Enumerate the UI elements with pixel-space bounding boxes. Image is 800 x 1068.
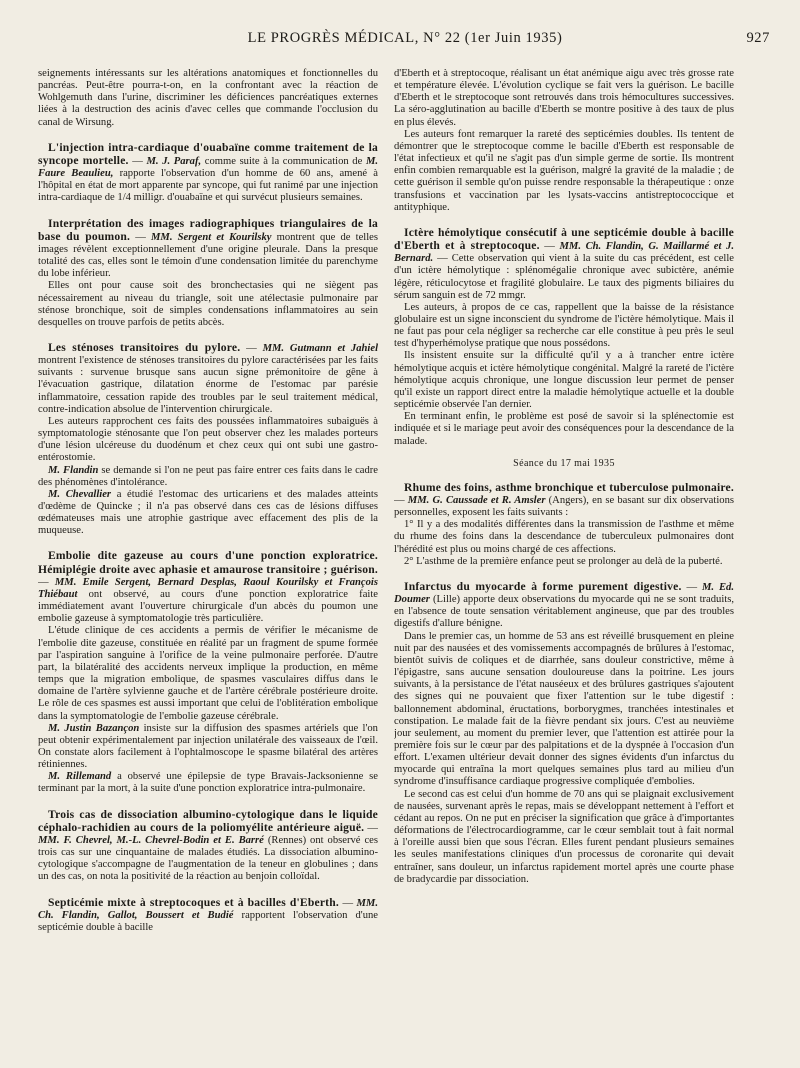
article-paragraph: Les auteurs, à propos de ce cas, rappellent que la baisse de la résistance globulaire est un signe inconscient du syndrome de l'ictère hémolytique. Mais il ne faut pas pour cela négliger sa recherche car elle constitue à peu près le seul test d'hyperhémolyse pratique que nous possédons.: [394, 301, 734, 350]
article-author: MM. Ch. Flandin, Gallot, Boussert et Budié: [38, 897, 378, 921]
article-title: Ictère hémolytique consécutif à une septicémie double à bacille d'Eberth et à streptocoque.: [394, 225, 734, 253]
article-paragraph: [38, 723, 378, 772]
dash-separator: —: [539, 241, 560, 253]
article-title: Infarctus du myocarde à forme purement digestive.: [404, 579, 682, 593]
article-text: montrent l'existence de sténoses transitoires du pylore caractérisées par les faits suivants : survenue brusque sans aucun signe prémonitoire de gêne à l'évacuation gastrique, dilatation énorme de l'estomac par parésie inflammatoire, cessation rapide des troubles par le seul traitement médical, contre-indication absolue de l'intervention chirurgicale.: [38, 355, 378, 415]
dash-separator: —: [240, 342, 263, 354]
article-ictere: [394, 227, 734, 448]
article-paragraph: [38, 342, 378, 416]
article-text: rapportent l'observation d'une septicémie double à bacille: [38, 909, 378, 933]
article-text: (Lille) apporte deux observations du myocarde qui ne se sont traduits, en l'absence de toute sensation véritablement angineuse, que par des troubles digestifs d'allure bénigne.: [394, 594, 734, 630]
dash-separator: —: [364, 822, 378, 834]
dash-separator: —: [130, 231, 151, 243]
article-title: Les sténoses transitoires du pylore.: [48, 340, 241, 354]
page-number: 927: [746, 30, 770, 46]
session-heading: Séance du 17 mai 1935: [513, 457, 615, 469]
dash-separator: —: [128, 155, 147, 167]
article-rhume: [394, 482, 734, 568]
continued-paragraph: d'Eberth et à streptocoque, réalisant un état anémique aigu avec très grosse rate et température élevée. L'évolution cyclique se fait vers la guérison. Le bacille d'Eberth et le streptocoque sont retrouvés dans trois hémocultures successives. La séro-agglutination au bacille d'Eberth se montre positive à des taux de plus en plus élevés.: [394, 68, 734, 128]
article-paragraph: 2° L'asthme de la première enfance peut se prolonger au delà de la puberté.: [404, 555, 723, 567]
article-infarctus: [394, 581, 734, 886]
article-paragraph: [38, 142, 378, 205]
article-author: M. J. Paraf,: [146, 155, 202, 167]
article-author: M. Faure Beaulieu,: [38, 155, 378, 180]
article-paragraph: [38, 771, 378, 795]
article-paragraph: Ils insistent ensuite sur la difficulté qu'il y a à trancher entre ictère hémolytique acquis et ictère hémolytique congénital. Malgré la rareté de l'ictère hémolytique acquis chronique, une longue discussion leur permet de penser qu'il existe un rapport direct entre la maladie hémolytique actuelle et la double septicémie observée l'an dernier.: [394, 350, 734, 411]
dash-separator: —: [338, 897, 357, 909]
article-author: MM. F. Chevrel, M.-L. Chevrel-Bodin et E. Barré: [38, 834, 264, 846]
article-title: Trois cas de dissociation albumino-cytologique dans le liquide céphalo-rachidien au cours de la poliomyélite antérieure aiguë.: [38, 807, 378, 834]
article-title: Rhume des foins, asthme bronchique et tuberculose pulmonaire.: [404, 480, 734, 494]
article-paragraph: Dans le premier cas, un homme de 53 ans est réveillé brusquement en pleine nuit par des nausées et des vomissements accompagnés de brûlures à l'estomac, bientôt suivis de coliques et de diarrhée, sans douleur constrictive, même à l'épigastre, sans aucune sensation douloureuse dans la poitrine. Les jours suivants, à la persistance de l'état nauséeux et des brûlures gastriques s'ajoutent des signes qui ne pouvaient que fixer l'attention sur le tube digestif : ballonnement abdominal, éructations, borborygmes, tranchées intestinales et constipation. Le malade fait de la fièvre pendant six jours. C'est au neuvième jour seulement, au moment du premier lever, que l'attention est attirée pour la première fois sur le cœur par des palpitations et de la dyspnée à l'occasion d'un effort. L'examen ultérieur devait donner des signes évidents d'un infarctus du myocarde qui entraîna la mort quelques semaines plus tard au milieu d'un syndrome d'insuffisance cardiaque progressive compliquée d'embolies.: [394, 630, 734, 788]
article-dissociation: [38, 809, 378, 884]
article-radiographie: [38, 218, 378, 329]
article-author: M. Chevallier: [48, 488, 112, 500]
journal-title: LE PROGRÈS MÉDICAL, N° 22 (1er Juin 1935): [247, 30, 563, 46]
right-column: [394, 68, 734, 1058]
article-author: MM. Emile Sergent, Bernard Desplas, Raoul Kourilsky et François Thiébaut: [38, 576, 378, 600]
article-paragraph: L'étude clinique de ces accidents a permis de vérifier le mécanisme de l'embolie dite gazeuse, constituée en réalité par un fragment de spume formée par l'aspiration sanguine à l'orifice de la veine pulmonaire perforée. D'autre part, la bilatéralité des accidents nerveux implique la production, en même temps que la migration embolique, de spasmes vasculaires diffus dans le domaine de l'artère sylvienne gauche et de l'artère cérébrale postérieure droite. Le rôle de ces spasmes est aussi important que celui de l'oblitération embolique dans la symptomatologie de l'embolie gazeuse cérébrale.: [38, 625, 378, 722]
article-paragraph: 1° Il y a des modalités différentes dans la transmission de l'asthme et même du rhume des foins dans la descendance de tuberculeux pulmonaires dont l'hérédité est plus ou moins chargé de ces affections.: [394, 519, 734, 555]
article-title: L'injection intra-cardiaque d'ouabaïne comme traitement de la syncope mortelle.: [38, 140, 378, 167]
article-paragraph: [38, 465, 378, 489]
article-author: M. Ed. Doumer: [394, 581, 734, 606]
article-author: MM. Ch. Flandin, G. Maillarmé et J. Bernard.: [394, 241, 734, 265]
article-author: M. Rillemand: [48, 771, 112, 783]
article-paragraph: [38, 550, 378, 625]
article-text: rapporte l'observation d'un homme de 60 ans, amené à l'hôpital en état de mort apparente par syncope, qui fut ranimé par une injection intra-cardiaque de 1/4 milligr. d'ouabaïne et qui survécut plusieurs semaines.: [38, 168, 378, 204]
article-author: MM. Gutmann et Jahiel: [262, 342, 378, 354]
continued-paragraph: Les auteurs font remarquer la rareté des septicémies doubles. Ils tentent de démontrer que le streptocoque comme le bacille d'Eberth est responsable de l'état infectieux et qu'il ne s'agit pas d'un simple germe de sortie. Ils montrent enfin combien remarquable est la guérison, malgré la gravité de la maladie ; de cette guérison il semble qu'on puisse rendre responsable la thérapeutique : onze transfusions et vaccination par les lysats-vaccins antistreptococcique et antityphique.: [394, 128, 734, 213]
dash-separator: —: [38, 576, 55, 588]
article-ouabaine: [38, 142, 378, 205]
article-paragraph: [38, 489, 378, 538]
intro-paragraph: seignements intéressants sur les altérations anatomiques et fonctionnelles du pancréas. Peut-être pourra-t-on, en la confrontant avec la réaction de Wohlgemuth dans l'urine, discriminer les déficiences pancréatiques externes liées à la destruction des acinis d'avec celles que commande l'occlusion du canal de Wirsung.: [38, 68, 378, 128]
left-column: [38, 68, 378, 1058]
article-septicemie: [38, 897, 378, 934]
article-paragraph: [394, 482, 734, 519]
dash-separator: —: [681, 581, 703, 593]
running-header: [40, 30, 770, 54]
article-paragraph: [394, 581, 734, 631]
article-author: M. Justin Bazançon: [48, 722, 140, 734]
article-text: (Rennes) ont observé ces trois cas sur une cinquantaine de malades étudiés. La dissociation albumino-cytologique s'accompagne de l'augmentation de la teneur en globulines ; dans un des cas, on nota la positivité de la réaction au benjoin colloïdal.: [38, 834, 378, 883]
article-text: a observé une épilepsie de type Bravais-Jacksonienne se terminant par la mort, à la suite d'une ponction exploratrice intra-pulmonaire.: [38, 771, 378, 795]
article-text: insiste sur la diffusion des spasmes artériels que l'on peut obtenir expérimentalement par injection unilatérale des vaisseaux de l'œil. On constate alors facilement à l'ophtalmoscope le spasme bilatéral des artères rétiniennes.: [38, 722, 378, 771]
article-pylore: [38, 342, 378, 538]
article-text: (Angers), en se basant sur dix observations personnelles, exposent les faits suivants :: [394, 495, 734, 519]
article-title: Septicémie mixte à streptocoques et à bacilles d'Eberth.: [48, 895, 339, 909]
article-title: Embolie dite gazeuse au cours d'une ponction exploratrice. Hémiplégie droite avec aphasie et amaurose transitoire ; guérison.: [38, 549, 378, 576]
dash-separator: —: [394, 495, 408, 506]
article-paragraph: [38, 809, 378, 884]
article-paragraph: [38, 897, 378, 934]
article-paragraph: En terminant enfin, le problème est posé de savoir si la splénectomie est indiquée et si le mariage peut avoir des conséquences pour la descendance de la malade.: [394, 411, 734, 447]
article-paragraph: [38, 218, 378, 281]
article-text: ont observé, au cours d'une ponction exploratrice faite immédiatement avant l'ouverture chirurgicale d'un abcès du poumon une embolie gazeuse à symptomatologie très particulière.: [38, 588, 378, 625]
article-text: se demande si l'on ne peut pas faire entrer ces faits dans le cadre des phénomènes d'intolérance.: [38, 464, 378, 488]
article-text: comme suite à la communication de: [201, 155, 366, 167]
article-paragraph: Les auteurs rapprochent ces faits des poussées inflammatoires subaiguës à symptomatologie sténosante que l'on peut observer chez les malades porteurs d'une lésion ulcéreuse du duodénum et chez ceux qui ont subi une gastro-entérostomie.: [38, 415, 378, 464]
article-author: MM. G. Caussade et R. Amsler: [407, 495, 546, 506]
article-text: montrent que de telles images révèlent exceptionnellement d'une origine pleurale. Dans la presque totalité des cas, elles sont le témoin d'une condensation limitée du parenchyme du lobe inférieur.: [38, 231, 378, 280]
article-title: Interprétation des images radiographiques triangulaires de la base du poumon.: [38, 216, 378, 243]
article-embolie: [38, 550, 378, 795]
article-paragraph: Le second cas est celui d'un homme de 70 ans qui se plaignait exclusivement de nausées, survenant après le repas, mais se développant nettement à l'effort et cédant au repos. On ne put en préciser la signification que grâce à d'importantes déformations de l'électrocardiogramme, car le cœur semblait tout à fait normal à l'oreille aussi bien que sous l'écran. Elles furent pendant plusieurs semaines les seules manifestations cliniques d'un processus de coronarite qui devait entraîner, sans douleur, un infarctus rapidement mortel après une courte phase de bradycardie par dissociation.: [394, 788, 734, 885]
article-paragraph: Elles ont pour cause soit des bronchectasies qui ne siègent pas nécessairement au niveau du triangle, soit une atélectasie pulmonaire par sténose bronchique, soit de simples condensations inflammatoires au sein desquelles on trouve parfois de petits abcès.: [38, 280, 378, 328]
article-text: a étudié l'estomac des urticariens et des malades atteints d'œdème de Quincke ; il n'a pas observé dans ces cas de lésions diffuses œdémateuses mais une atrophie gastrique avec effacement des plis de la muqueuse.: [38, 488, 378, 537]
article-author: MM. Sergent et Kourilsky: [150, 231, 272, 243]
article-author: M. Flandin: [48, 464, 99, 476]
article-text: — Cette observation qui vient à la suite du cas précédent, est celle d'un ictère hémolytique : splénomégalie chronique avec subictère, anémie légère, réticulocytose et fragilité globulaire. Le taux des pigments biliaires du sérum sanguin est de 72 mmgr.: [394, 253, 734, 301]
article-paragraph: [394, 227, 734, 302]
